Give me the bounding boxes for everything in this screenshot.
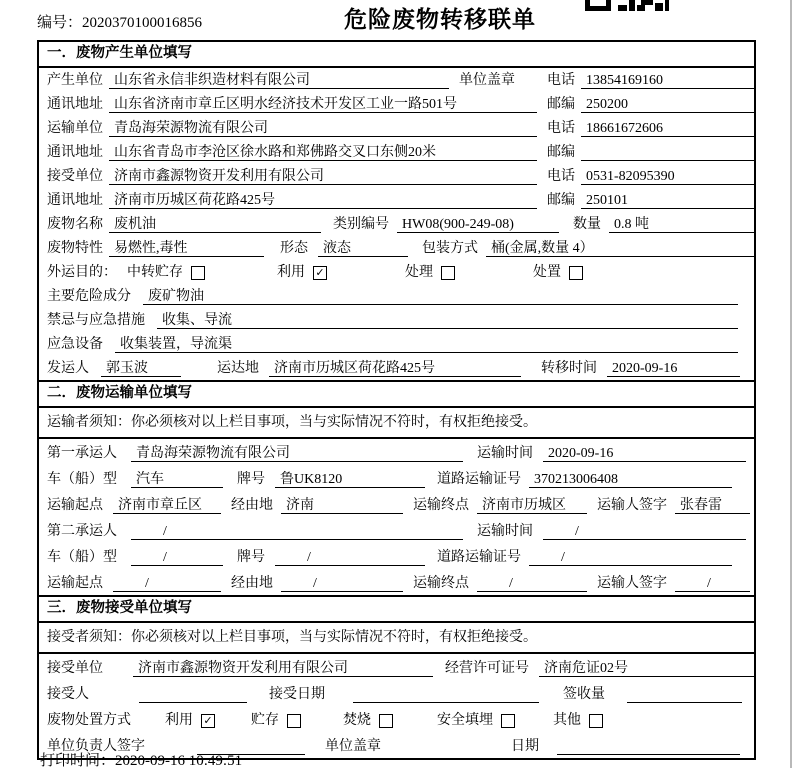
category-label: 类别编号 xyxy=(333,217,389,232)
row-producer-unit xyxy=(39,68,754,92)
section3-title: 三．废物接受单位填写 xyxy=(39,595,754,623)
receiver-label: 接受单位 xyxy=(47,169,103,184)
precaution-value: 收集、导流 xyxy=(157,312,738,329)
acceptor-value xyxy=(139,686,247,703)
date-value xyxy=(557,738,740,755)
waste-name-value: 废机油 xyxy=(109,216,321,233)
hazard-label: 主要危险成分 xyxy=(47,289,131,304)
option-storage-label: 贮存 xyxy=(251,713,279,728)
origin-value: 济南市章丘区 xyxy=(113,497,221,514)
row-waste-traits xyxy=(39,236,754,260)
utilize-checkbox: ✓ xyxy=(313,266,327,280)
packaging-value: 桶(金属,数量 4） xyxy=(486,240,754,257)
page-title: 危险废物转移联单 xyxy=(344,6,536,32)
row-second-carrier xyxy=(39,517,754,543)
origin-label: 运输起点 xyxy=(47,498,103,513)
license-label: 经营许可证号 xyxy=(445,661,529,676)
row-producer-address xyxy=(39,92,754,116)
road-permit-value: / xyxy=(529,549,732,566)
transporter-label: 运输单位 xyxy=(47,121,103,136)
option-treat-label: 处理 xyxy=(405,265,433,280)
row-vehicle1 xyxy=(39,465,754,491)
other-checkbox xyxy=(589,714,603,728)
road-permit-label: 道路运输证号 xyxy=(437,472,521,487)
accepting-unit-label: 接受单位 xyxy=(47,661,103,676)
precaution-label: 禁忌与应急措施 xyxy=(47,313,145,328)
option-transit-storage-label: 中转贮存 xyxy=(127,265,183,280)
producer-label: 产生单位 xyxy=(47,73,103,88)
utilize-checkbox: ✓ xyxy=(201,714,215,728)
print-time-label: 打印时间： xyxy=(40,753,116,769)
zip-value xyxy=(581,144,754,161)
phone-label: 电话 xyxy=(547,121,575,136)
form-value: 液态 xyxy=(318,240,408,257)
via-value: / xyxy=(281,575,403,592)
phone-label: 电话 xyxy=(547,73,575,88)
section-receiver xyxy=(39,595,754,758)
address-value: 山东省青岛市李沧区徐水路和郑佛路交叉口东侧20米 xyxy=(109,144,537,161)
category-value: HW08(900-249-08) xyxy=(397,216,559,233)
terminus-label: 运输终点 xyxy=(413,576,469,591)
equipment-label: 应急设备 xyxy=(47,337,103,352)
row-disposal-method xyxy=(39,706,754,732)
phone-value: 13854169160 xyxy=(581,72,754,89)
row-accepting-unit xyxy=(39,654,754,680)
row-transfer-purpose xyxy=(39,260,754,284)
dispose-checkbox xyxy=(569,266,583,280)
row-waste-name xyxy=(39,212,754,236)
vehicle-type-value: / xyxy=(131,549,223,566)
carrier1-value: 青岛海荣源物流有限公司 xyxy=(131,445,463,462)
road-permit-label: 道路运输证号 xyxy=(437,550,521,565)
manifest-form xyxy=(37,40,756,760)
date-label: 日期 xyxy=(511,739,539,754)
receiver-value: 济南市鑫源物资开发利用有限公司 xyxy=(109,168,537,185)
terminus-label: 运输终点 xyxy=(413,498,469,513)
dispatcher-value: 郭玉波 xyxy=(101,360,181,377)
head-sign-label: 单位负责人签字 xyxy=(47,739,145,754)
destination-value: 济南市历城区荷花路425号 xyxy=(269,360,521,377)
traits-label: 废物特性 xyxy=(47,241,103,256)
section2-title: 二．废物运输单位填写 xyxy=(39,380,754,408)
row-emergency-equipment xyxy=(39,332,754,356)
plate-label: 牌号 xyxy=(237,472,265,487)
transport-time-value: / xyxy=(543,523,746,540)
carrier-sign-label: 运输人签字 xyxy=(597,576,667,591)
print-time xyxy=(40,749,242,770)
quantity-value: 0.8 吨 xyxy=(609,216,754,233)
quantity-label: 数量 xyxy=(573,217,601,232)
transporter-value: 青岛海荣源物流有限公司 xyxy=(109,120,537,137)
received-qty-value xyxy=(627,686,742,703)
row-route1 xyxy=(39,491,754,517)
address-label: 通讯地址 xyxy=(47,145,103,160)
phone-value: 0531-82095390 xyxy=(581,168,754,185)
row-first-carrier xyxy=(39,439,754,465)
qr-code-fragment xyxy=(585,0,669,11)
section1-title: 一．废物产生单位填写 xyxy=(39,42,754,68)
via-value: 济南 xyxy=(281,497,403,514)
zip-label: 邮编 xyxy=(547,145,575,160)
carrier2-value: / xyxy=(131,523,463,540)
plate-value: 鲁UK8120 xyxy=(275,471,425,488)
row-dispatch xyxy=(39,356,754,380)
vehicle-type-label: 车（船）型 xyxy=(47,550,117,565)
row-receiver-unit xyxy=(39,164,754,188)
dispatcher-label: 发运人 xyxy=(47,361,89,376)
row-hazard-components xyxy=(39,284,754,308)
print-time-value: 2020-09-16 10:49:51 xyxy=(115,753,243,769)
accept-date-label: 接受日期 xyxy=(269,687,325,702)
phone-label: 电话 xyxy=(547,169,575,184)
section-transport xyxy=(39,380,754,595)
row-receiver-address xyxy=(39,188,754,212)
option-utilize-label: 利用 xyxy=(277,265,305,280)
address-label: 通讯地址 xyxy=(47,97,103,112)
document-number-label: 编号： xyxy=(37,15,83,31)
terminus-value: / xyxy=(477,575,587,592)
row-precautions xyxy=(39,308,754,332)
destination-label: 运达地 xyxy=(217,361,259,376)
via-label: 经由地 xyxy=(231,576,273,591)
page-right-edge xyxy=(790,0,792,768)
plate-value: / xyxy=(275,549,425,566)
unit-seal-label: 单位盖章 xyxy=(325,739,381,754)
option-utilize-label: 利用 xyxy=(165,713,193,728)
road-permit-value: 370213006408 xyxy=(529,471,732,488)
row-transporter-address xyxy=(39,140,754,164)
carrier-sign-label: 运输人签字 xyxy=(597,498,667,513)
option-other-label: 其他 xyxy=(553,713,581,728)
equipment-value: 收集装置，导流渠 xyxy=(115,336,738,353)
landfill-checkbox xyxy=(501,714,515,728)
purpose-label: 外运目的： xyxy=(47,265,117,280)
transporter-notice: 运输者须知：你必须核对以上栏目事项，当与实际情况不符时，有权拒绝接受。 xyxy=(39,408,754,439)
transfer-time-label: 转移时间 xyxy=(541,361,597,376)
disposal-label: 废物处置方式 xyxy=(47,713,131,728)
origin-value: / xyxy=(113,575,221,592)
accept-date-value xyxy=(353,686,539,703)
acceptor-label: 接受人 xyxy=(47,687,89,702)
carrier-sign-value: 张春雷 xyxy=(675,497,750,514)
address-value: 济南市历城区荷花路425号 xyxy=(109,192,537,209)
storage-checkbox xyxy=(287,714,301,728)
row-acceptor xyxy=(39,680,754,706)
section-producer xyxy=(39,42,754,380)
treat-checkbox xyxy=(441,266,455,280)
producer-value: 山东省永信非织造材料有限公司 xyxy=(109,72,449,89)
transport-time-value: 2020-09-16 xyxy=(543,445,746,462)
option-landfill-label: 安全填埋 xyxy=(437,713,493,728)
document-number-value: 2020370100016856 xyxy=(82,15,203,31)
plate-label: 牌号 xyxy=(237,550,265,565)
row-route2 xyxy=(39,569,754,595)
packaging-label: 包装方式 xyxy=(422,241,478,256)
zip-label: 邮编 xyxy=(547,193,575,208)
address-value: 山东省济南市章丘区明水经济技术开发区工业一路501号 xyxy=(109,96,537,113)
phone-value: 18661672606 xyxy=(581,120,754,137)
zip-label: 邮编 xyxy=(547,97,575,112)
carrier2-label: 第二承运人 xyxy=(47,524,117,539)
transport-time-label: 运输时间 xyxy=(477,524,533,539)
origin-label: 运输起点 xyxy=(47,576,103,591)
receiver-notice: 接受者须知：你必须核对以上栏目事项，当与实际情况不符时，有权拒绝接受。 xyxy=(39,623,754,654)
unit-seal-label: 单位盖章 xyxy=(459,73,515,88)
vehicle-type-label: 车（船）型 xyxy=(47,472,117,487)
received-qty-label: 签收量 xyxy=(563,687,605,702)
address-label: 通讯地址 xyxy=(47,193,103,208)
row-vehicle2 xyxy=(39,543,754,569)
carrier1-label: 第一承运人 xyxy=(47,446,117,461)
document-number xyxy=(37,11,202,32)
waste-name-label: 废物名称 xyxy=(47,217,103,232)
option-incinerate-label: 焚烧 xyxy=(343,713,371,728)
zip-value: 250101 xyxy=(581,192,754,209)
transport-time-label: 运输时间 xyxy=(477,446,533,461)
zip-value: 250200 xyxy=(581,96,754,113)
traits-value: 易燃性,毒性 xyxy=(109,240,264,257)
hazard-value: 废矿物油 xyxy=(143,288,738,305)
terminus-value: 济南市历城区 xyxy=(477,497,587,514)
option-dispose-label: 处置 xyxy=(533,265,561,280)
row-transport-unit xyxy=(39,116,754,140)
form-label: 形态 xyxy=(280,241,308,256)
incinerate-checkbox xyxy=(379,714,393,728)
transfer-time-value: 2020-09-16 xyxy=(607,360,740,377)
accepting-unit-value: 济南市鑫源物资开发利用有限公司 xyxy=(133,660,433,677)
transit-storage-checkbox xyxy=(191,266,205,280)
via-label: 经由地 xyxy=(231,498,273,513)
vehicle-type-value: 汽车 xyxy=(131,471,223,488)
carrier-sign-value: / xyxy=(675,575,750,592)
license-value: 济南危证02号 xyxy=(539,660,754,677)
